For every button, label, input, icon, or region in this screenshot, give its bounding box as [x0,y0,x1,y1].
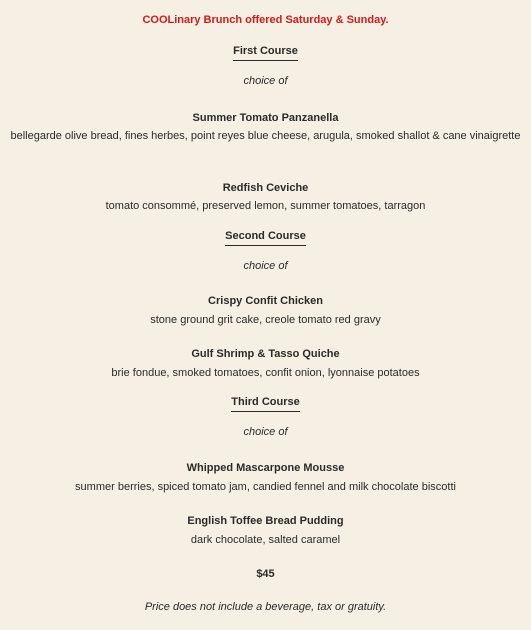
menu-price: $45 [256,568,275,580]
dish-description: tomato consommé, preserved lemon, summer tomatoes, tarragon [105,200,426,212]
second-course-heading [0,227,531,246]
dish-description: dark chocolate, salted caramel [190,534,341,546]
course-title: Third Course [231,395,299,412]
second-course-choice: choice of [243,260,288,272]
dish-description: summer berries, spiced tomato jam, candied fennel and milk chocolate biscotti [75,481,456,493]
dish-name: Crispy Confit Chicken [208,295,323,307]
dish-name: Gulf Shrimp & Tasso Quiche [191,348,340,360]
course-title: First Course [233,44,298,61]
third-course-heading [0,393,531,412]
dish-description: brie fondue, smoked tomatoes, confit onion, lyonnaise potatoes [111,367,420,379]
first-course-choice: choice of [243,75,288,87]
dish-description: bellegarde olive bread, fines herbes, point reyes blue cheese, arugula, smoked shallot & cane vinaigrette [10,130,521,142]
course-title: Second Course [225,229,306,246]
third-course-choice: choice of [243,426,288,438]
dish-name: Summer Tomato Panzanella [192,112,339,124]
dish-name: Redfish Ceviche [222,182,309,194]
price-disclaimer: Price does not include a beverage, tax or gratuity. [144,601,387,613]
dish-name: Whipped Mascarpone Mousse [186,462,345,474]
first-course-heading [0,42,531,61]
dish-name: English Toffee Bread Pudding [187,515,344,527]
dish-description: stone ground grit cake, creole tomato red gravy [150,314,381,326]
brunch-notice: COOLinary Brunch offered Saturday & Sunday. [142,14,389,26]
